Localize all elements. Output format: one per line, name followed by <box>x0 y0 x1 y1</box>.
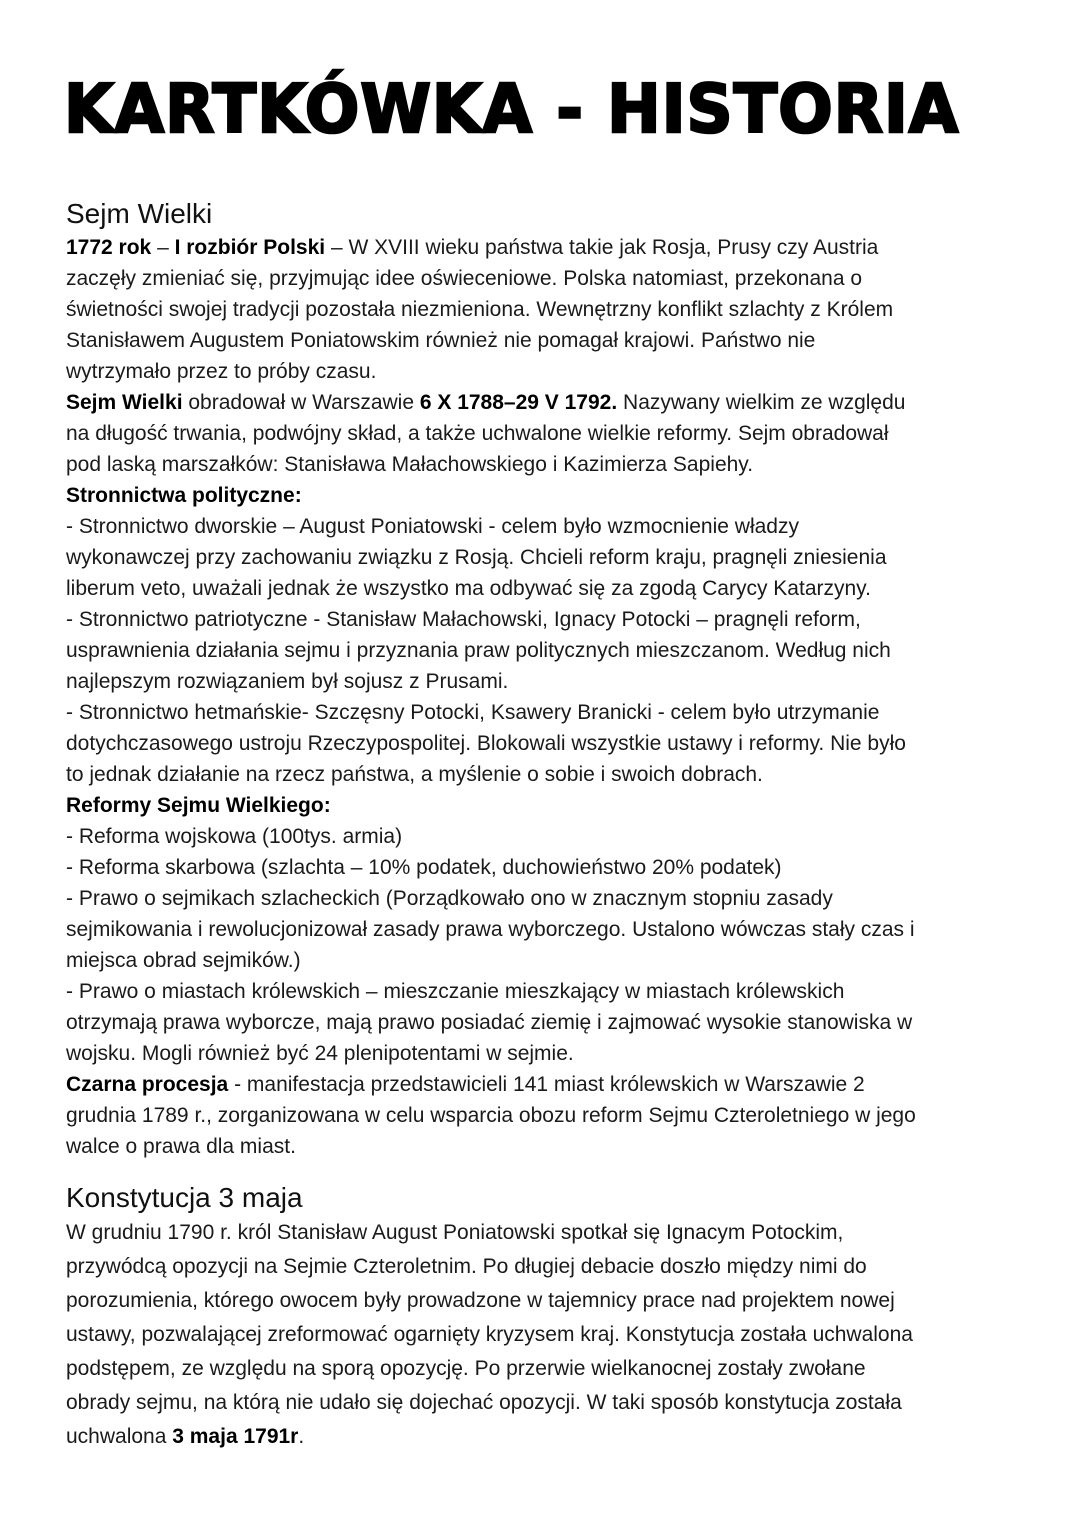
sejm-wielki-body <box>66 232 1016 1162</box>
last-line-end: . <box>298 1425 305 1448</box>
bold-event: I rozbiór Polski <box>174 236 326 259</box>
reform-line: - Reforma wojskowa (100tys. armia) <box>66 825 403 848</box>
reforms-heading-text: Reformy Sejmu Wielkiego: <box>66 794 331 817</box>
party-line: - Stronnictwo dworskie – August Poniatowski - celem było wzmocnienie władzy <box>66 515 799 538</box>
parties-heading-text: Stronnictwa polityczne: <box>66 484 302 507</box>
text-line <box>66 232 1016 263</box>
party-line: liberum veto, uważali jednak że wszystko ma odbywać się za zgodą Carycy Katarzyny. <box>66 577 871 600</box>
section-konstytucja <box>66 1180 1016 1454</box>
p2-tail: Nazywany wielkim ze względu <box>617 391 906 414</box>
text-line: W grudniu 1790 r. król Stanisław August Poniatowski spotkał się Ignacym Potockim, <box>66 1221 844 1244</box>
text-line <box>66 1069 1016 1100</box>
reform-line: - Prawo o miastach królewskich – mieszczanie mieszkający w miastach królewskich <box>66 980 845 1003</box>
reform-line: - Prawo o sejmikach szlacheckich (Porządkowało ono w znacznym stopniu zasady <box>66 887 833 910</box>
bold-sejm-name: Sejm Wielki <box>66 391 183 414</box>
text-line: przywódcą opozycji na Sejmie Czteroletnim. Po długiej debacie doszło między nimi do <box>66 1255 867 1278</box>
text-line: podstępem, ze względu na sporą opozycję. Po przerwie wielkanocnej zostały zwołane <box>66 1357 866 1380</box>
reform-line: sejmikowania i rewolucjonizował zasady prawa wyborczego. Ustalono wówczas stały czas i <box>66 918 915 941</box>
party-line: usprawnienia działania sejmu i przyznania praw politycznych mieszczanom. Według nich <box>66 639 891 662</box>
subheading-reforms <box>66 790 1016 821</box>
section-heading-konstytucja: Konstytucja 3 maja <box>66 1182 303 1213</box>
konstytucja-body <box>66 1216 1016 1454</box>
reform-line: - Reforma skarbowa (szlachta – 10% podatek, duchowieństwo 20% podatek) <box>66 856 782 879</box>
subheading-parties <box>66 480 1016 511</box>
party-line: najlepszym rozwiązaniem był sojusz z Prusami. <box>66 670 509 693</box>
bold-sejm-dates: 6 X 1788–29 V 1792. <box>419 391 618 414</box>
dash: – <box>151 236 175 259</box>
page-title: KARTKÓWKA - HISTORIA <box>64 71 960 149</box>
text-line: świetności swojej tradycji pozostała niezmieniona. Wewnętrzny konflikt szlachty z Królem <box>66 298 894 321</box>
text-line: walce o prawa dla miast. <box>66 1135 296 1158</box>
black-procession-rest: - manifestacja przedstawicieli 141 miast królewskich w Warszawie 2 <box>228 1073 865 1096</box>
intro-rest: – W XVIII wieku państwa takie jak Rosja, Prusy czy Austria <box>325 236 879 259</box>
text-line: zaczęły zmieniać się, przyjmując idee oświeceniowe. Polska natomiast, przekonana o <box>66 267 863 290</box>
party-line: - Stronnictwo hetmańskie- Szczęsny Potocki, Ksawery Branicki - celem było utrzymanie <box>66 701 880 724</box>
bold-black-procession: Czarna procesja <box>66 1073 229 1096</box>
text-line: Stanisławem Augustem Poniatowskim również nie pomagał krajowi. Państwo nie <box>66 329 816 352</box>
section-heading-sejm-wielki: Sejm Wielki <box>66 198 213 229</box>
text-line: grudnia 1789 r., zorganizowana w celu wsparcia obozu reform Sejmu Czteroletniego w jego <box>66 1104 916 1127</box>
last-line-start: uchwalona <box>66 1425 173 1448</box>
party-line: dotychczasowego ustroju Rzeczypospolitej. Blokowali wszystkie ustawy i reformy. Nie było <box>66 732 906 755</box>
p2-mid: obradował w Warszawie <box>182 391 420 414</box>
text-line <box>66 387 1016 418</box>
text-line: ustawy, pozwalającej zreformować ogarnięty kryzysem kraj. Konstytucja została uchwalona <box>66 1323 913 1346</box>
text-line: wytrzymało przez to próby czasu. <box>66 360 377 383</box>
reform-line: miejsca obrad sejmików.) <box>66 949 301 972</box>
text-line: na długość trwania, podwójny skład, a także uchwalone wielkie reformy. Sejm obradował <box>66 422 889 445</box>
reform-line: wojsku. Mogli również być 24 plenipotentami w sejmie. <box>66 1042 574 1065</box>
text-line: porozumienia, którego owocem były prowadzone w tajemnicy prace nad projektem nowej <box>66 1289 895 1312</box>
bold-date: 1772 rok <box>66 236 152 259</box>
party-line: - Stronnictwo patriotyczne - Stanisław Małachowski, Ignacy Potocki – pragnęli reform, <box>66 608 861 631</box>
section-sejm-wielki <box>66 196 1016 1162</box>
text-line <box>66 1420 1016 1454</box>
reform-line: otrzymają prawa wyborcze, mają prawo posiadać ziemię i zajmować wysokie stanowiska w <box>66 1011 913 1034</box>
text-line: obrady sejmu, na którą nie udało się dojechać opozycji. W taki sposób konstytucja została <box>66 1391 902 1414</box>
party-line: to jednak działanie na rzecz państwa, a myślenie o sobie i swoich dobrach. <box>66 763 763 786</box>
party-line: wykonawczej przy zachowaniu związku z Rosją. Chcieli reform kraju, pragnęli zniesienia <box>66 546 887 569</box>
bold-constitution-date: 3 maja 1791r <box>172 1425 299 1448</box>
text-line: pod laską marszałków: Stanisława Małachowskiego i Kazimierza Sapiehy. <box>66 453 754 476</box>
